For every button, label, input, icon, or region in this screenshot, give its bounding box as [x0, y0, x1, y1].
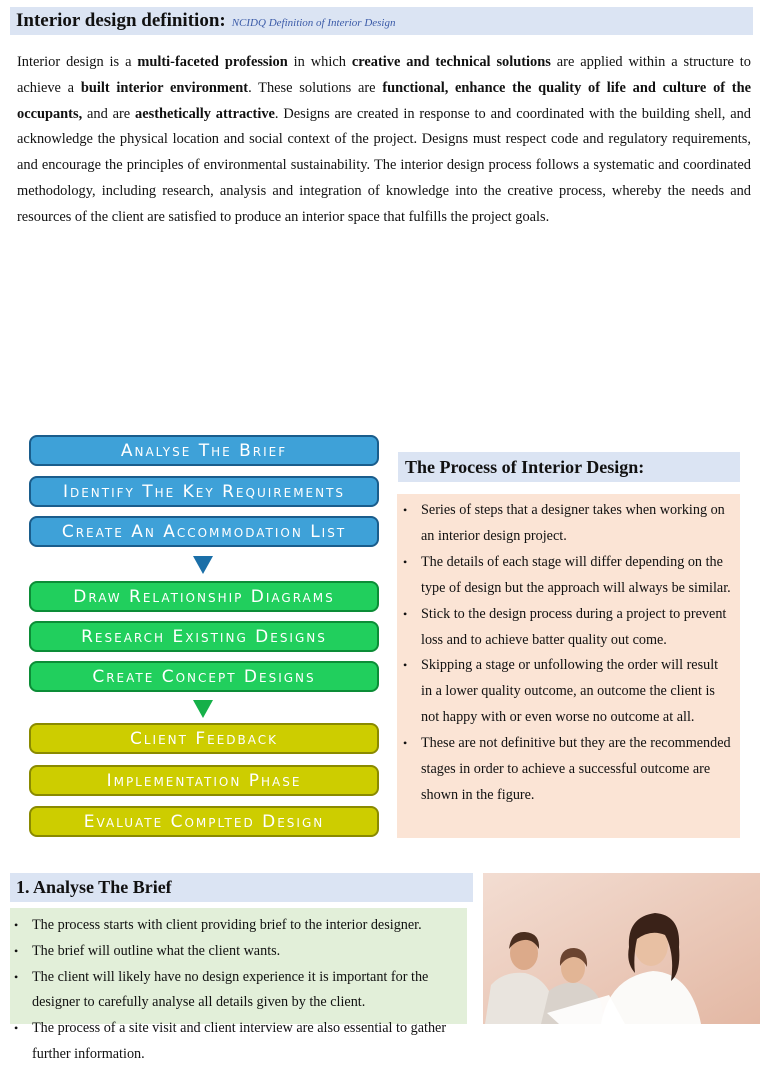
definition-header — [10, 7, 753, 35]
analyse-title: 1. Analyse The Brief — [10, 873, 473, 902]
client-meeting-photo — [483, 873, 760, 1024]
step-evaluate: Evaluate Complted Design — [29, 806, 379, 837]
step-client-feedback: Client Feedback — [29, 723, 379, 754]
step-research-designs: Research Existing Designs — [29, 621, 379, 652]
definition-paragraph — [17, 50, 751, 231]
flow-arrow-down-icon — [193, 556, 213, 574]
intro-text: and are — [82, 105, 136, 122]
intro-bold: creative and technical solutions — [351, 54, 551, 70]
analyse-bullet: • The process starts with client providing brief to the interior designer. — [32, 913, 459, 939]
process-title: The Process of Interior Design: — [398, 452, 740, 482]
analyse-box — [10, 908, 467, 1062]
definition-subtitle: NCIDQ Definition of Interior Design — [231, 16, 396, 29]
analyse-bullet: • The brief will outline what the client wants. — [32, 939, 459, 965]
step-concept-designs: Create Concept Designs — [29, 661, 379, 692]
flow-arrow-down-icon — [193, 700, 213, 718]
process-bullet: • Stick to the design process during a project to prevent loss and to achieve batter quality out come. — [421, 602, 732, 654]
intro-text: in which — [287, 54, 352, 70]
process-bullet: • These are not definitive but they are the recommended stages in order to achieve a successful outcome are shown in the figure. — [421, 731, 732, 809]
intro-bold: multi-faceted profession — [137, 54, 288, 70]
intro-bold: aesthetically attractive — [135, 105, 275, 122]
step-analyse-brief: Analyse The Brief — [29, 435, 379, 466]
process-bullet: • The details of each stage will differ depending on the type of design but the approach will always be similar. — [421, 550, 732, 602]
step-relationship-diagrams: Draw Relationship Diagrams — [29, 581, 379, 612]
step-identify-requirements: Identify The Key Requirements — [29, 476, 379, 507]
intro-text: Interior design is a — [17, 54, 138, 70]
analyse-bullet: • The process of a site visit and client interview are also essential to gather further information. — [32, 1016, 459, 1068]
intro-text: are applied within a structure to achieve a — [17, 54, 751, 96]
process-list — [421, 498, 732, 809]
step-accommodation-list: Create An Accommodation List — [29, 516, 379, 547]
definition-title: Interior design definition: — [16, 10, 226, 31]
intro-bold: functional, enhance the quality of life and culture of the occupants, — [17, 79, 751, 122]
process-box — [397, 494, 740, 838]
process-bullet: • Series of steps that a designer takes when working on an interior design project. — [421, 498, 732, 550]
analyse-bullet: • The client will likely have no design experience it is important for the designer to carefully analyse all details given by the client. — [32, 965, 459, 1017]
process-bullet: • Skipping a stage or unfollowing the order will result in a lower quality outcome, an outcome the client is not happy with or even worse no outcome at all. — [421, 653, 732, 731]
analyse-list — [32, 913, 459, 1068]
intro-text: . Designs are created in response to and coordinated with the building shell, and acknowledge the physical location and social context of the project. Designs must respect code and regulatory requirements, and encourage the principles of environmental sustainability. The interior design process follows a systematic and coordinated methodology, including research, analysis and integration of knowledge into the creative process, whereby the needs and resources of the client are satisfied to produce an interior space that fulfills the project goals. — [17, 105, 751, 225]
intro-text: . These solutions are — [248, 79, 383, 96]
intro-bold: built interior environment — [80, 79, 249, 96]
step-implementation: Implementation Phase — [29, 765, 379, 796]
